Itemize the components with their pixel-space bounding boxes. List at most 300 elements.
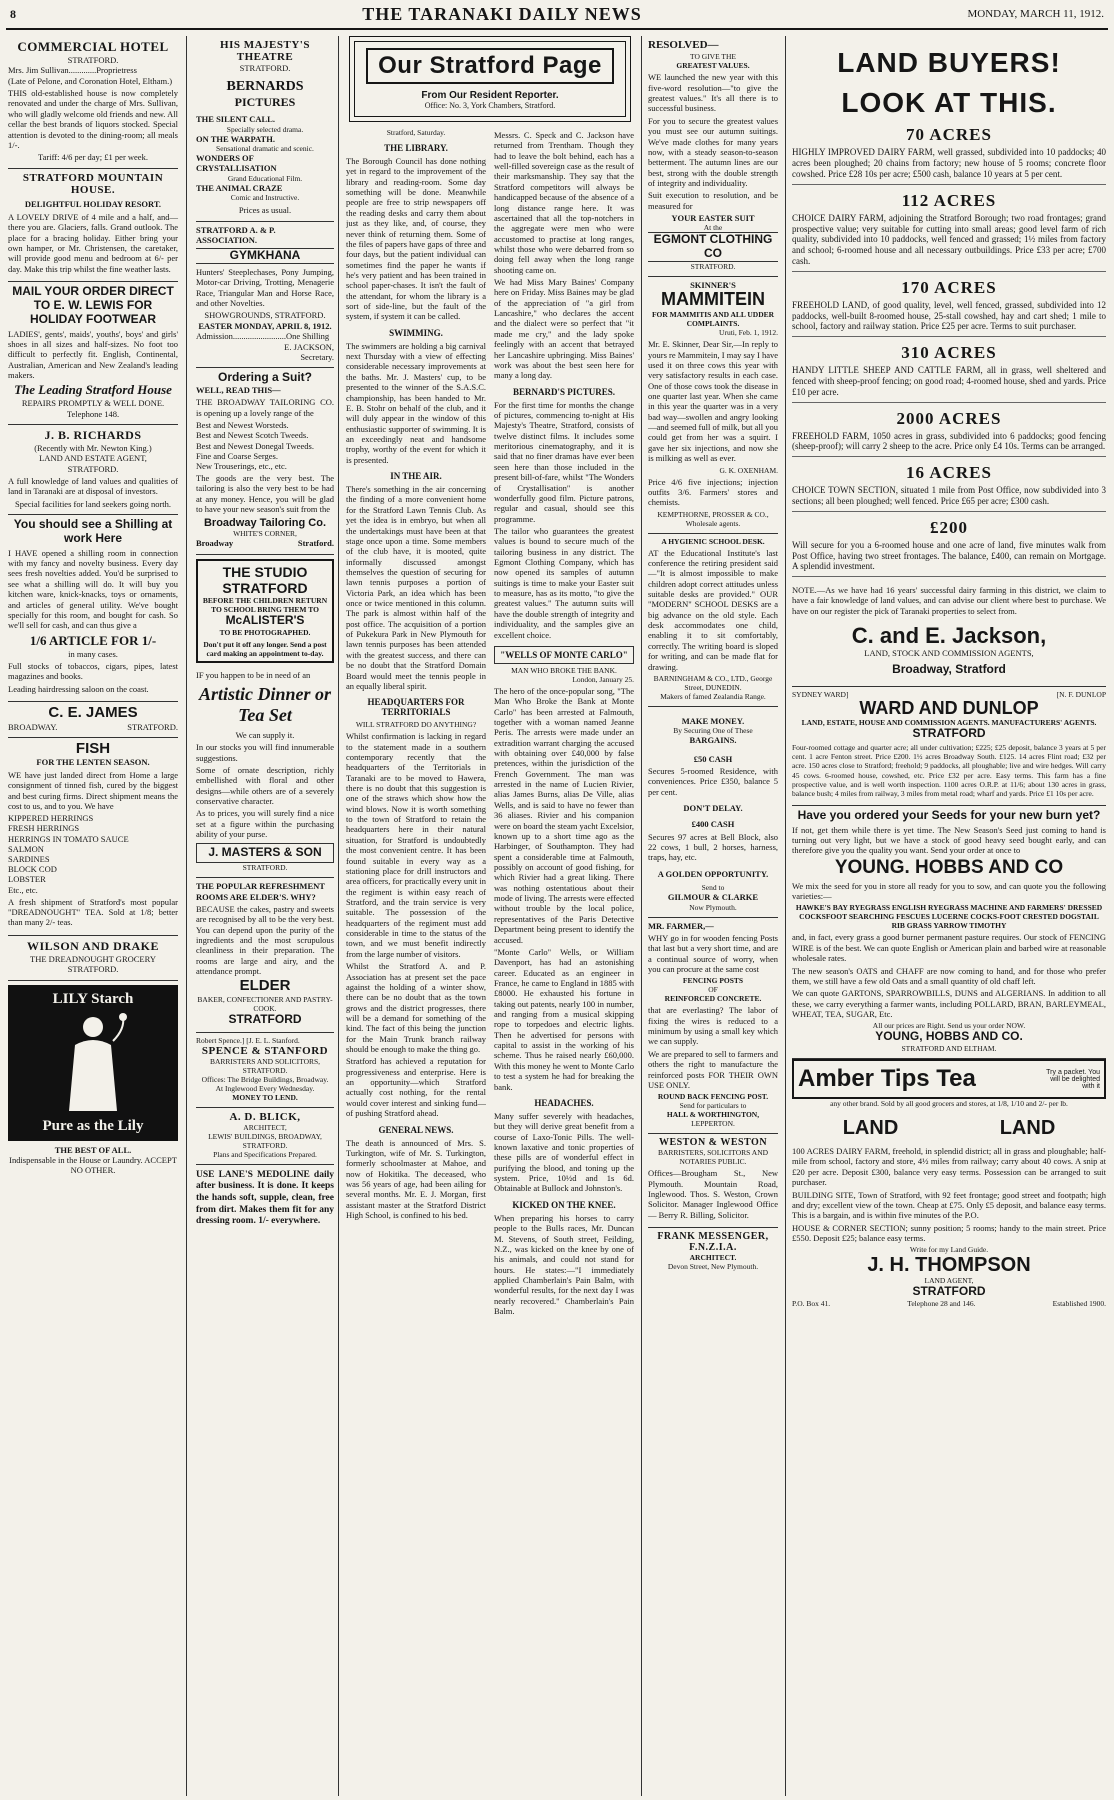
monte-title: "WELLS OF MONTE CARLO" [494, 646, 634, 664]
lily-figure-illustration [12, 1008, 174, 1118]
jackson-role: LAND, STOCK AND COMMISSION AGENTS, [864, 648, 1034, 659]
film-animal-desc: Comic and Instructive. [230, 193, 300, 203]
james-ad [8, 702, 178, 738]
desk-title: A HYGIENIC SCHOOL DESK. [661, 536, 765, 546]
territorials-text: Whilst confirmation is lacking in regard to the statement made in a southern contemporary recently that the headquarters of the Territorials in Taranaki are to be moved to Hawera, there is no doubt that this suggestion is one of the straws which show how the wind blows. Now it is worth something to the town of Stratford to retain the headquarters here in their natural situation, for Stratford is undoubtedly the most convenient centre. It has been found suitable in every way as a stationing place for drill instructors and area officers, for practically every unit in the regiment is within easy reach of Stratford, and the train service is very suitable. The possession of the headquarters of the regiment must add considerable in time to the status of the town, and we must benefit indirectly from the large number of visitors. [346, 731, 486, 959]
film-warpath: ON THE WARPATH. [196, 133, 275, 144]
dinner-title: Artistic Dinner or Tea Set [198, 683, 332, 725]
acres-170: 170 ACRES [901, 277, 997, 297]
thompson-po: P.O. Box 41. [792, 1299, 831, 1309]
headaches-text: Many suffer severely with headaches, but they will derive great benefit from a course of Laxo-Tonic Pills. The well-known laxative and tonic properties of these pills are of wonderful effect in purifying the blood, and toning up the system. Price, 10½d and 1s 6d. Obtainable at Bullock and Johnston's. [494, 1110, 634, 1194]
spence-ad [196, 1033, 334, 1108]
frank-address: Devon Street, New Plymouth. [667, 1262, 759, 1272]
studio-foot: Don't put it off any longer. Send a post card making an appointment to-day. [203, 639, 327, 658]
wilson-title: WILSON AND DRAKE [26, 938, 160, 953]
suit-company: Broadway Tailoring Co. [203, 516, 327, 529]
mammitein-sign: G. K. OXENHAM. [719, 465, 778, 475]
tailor-text: The tailor who guarantees the greatest values is bound to secure much of the tailoring business in any district. The Egmont Clothing Company, which has now opened its samples of autumn suitings is time to make your Easter suit to measure, has as its motto, "to give the greatest values." The autumn suits will have the double strength of integrity and individuality, and the samples give an excellent choice. [494, 525, 634, 640]
film-crystal-desc: Grand Educational Film. [227, 173, 303, 183]
suit-list-item: Best and Newest Scotch Tweeds. [196, 430, 309, 441]
territorials-text-2: Whilst the Stratford A. and P. Association has at present set the pace against the holding of a winter show, there can be no doubt that as the town grows and the district progresses, there will be a demand for something of the kind. The fact of this being the junction for the Main Trunk branch railway should be enough to make the thing go. [346, 961, 486, 1055]
spence-offices: Offices: The Bridge Buildings, Broadway. [201, 1074, 329, 1084]
richards-ad [8, 425, 178, 515]
ward-left: SYDNEY WARD] [792, 689, 849, 699]
cash-1: £50 CASH [693, 753, 733, 764]
ward-role: LAND, ESTATE, HOUSE AND COMMISSION AGENTS. MANUFACTURERS' AGENTS. [801, 718, 1097, 728]
wilson-place: STRATFORD. [67, 964, 119, 975]
cash-2: £400 CASH [691, 819, 735, 830]
money-sub: By Securing One of These [673, 726, 753, 736]
fish-list-item: BLOCK COD [8, 864, 57, 875]
land-body: 100 ACRES DAIRY FARM, freehold, in splendid district; all in grass and ploughable; half-mile from school, factory and store, 4½ miles from railway; carry about 40 cows. A snip at £20 per acre. Deposit £300, balance very easy terms. Possession can be arranged to suit purchaser. [792, 1146, 1106, 1188]
seeds-question: Have you ordered your Seeds for your new burn yet? [797, 807, 1101, 822]
dateline: Stratford, Saturday. [386, 128, 446, 137]
acres-310-body: HANDY LITTLE SHEEP AND CATTLE FARM, all in grass, well sheltered and fenced with sheep-proof fencing; on good road; 4-roomed house, shed and yards. Price £10 per acre. [792, 365, 1106, 402]
banner-title: Our Stratford Page [366, 48, 614, 84]
thompson-role: LAND AGENT, [924, 1276, 974, 1286]
sec-territorials: HEADQUARTERS FOR TERRITORIALS [367, 697, 465, 718]
column-rule [186, 36, 187, 1796]
ward-place: STRATFORD [912, 726, 986, 741]
price-200: £200 [930, 517, 968, 537]
richards-special: Special facilities for land seekers going north. [14, 498, 172, 509]
swimming-text: The swimmers are holding a big carnival next Thursday with a view of effecting considerable necessary improvements at the baths. Mr. J. Masters' cup, to be presented to the winner of the S.A.S.C. championship, has been handed to Mr. E. B. Stohr on behalf of the club, and it will duly appear in the window of this enthusiastic supporter of swimming. It is an exceedingly neat and handsome trophy, worthy of the event for which it is presented. [346, 340, 486, 465]
lewis-title: MAIL YOUR ORDER DIRECT TO E. W. LEWIS FOR HOLIDAY FOOTWEAR [12, 284, 174, 326]
sec-headaches: HEADACHES. [534, 1097, 594, 1108]
mammitein-title: MAMMITEIN [661, 289, 765, 310]
blick-address: LEWIS' BUILDINGS, BROADWAY, STRATFORD. [208, 1131, 322, 1150]
lewis-footwear-ad [8, 282, 178, 425]
fish-list-item: LOBSTER [8, 874, 46, 885]
egmont-place: STRATFORD. [690, 262, 736, 272]
fish-list-item: FRESH HERRINGS [8, 823, 80, 834]
film-silent-call: THE SILENT CALL. [196, 114, 275, 125]
look-at-this: LOOK AT THIS. [841, 87, 1057, 119]
film-crystal: WONDERS OF CRYSTALLISATION [196, 153, 277, 174]
young-place: STRATFORD AND ELTHAM. [901, 1044, 997, 1054]
lewis-house: The Leading Stratford House [14, 382, 172, 398]
skinner: SKINNER'S [690, 280, 736, 291]
kicked-text: When preparing his horses to carry people to the Bulls races, Mr. Duncan M. Stevens, of South street, Feilding, N.Z., was kicked on the knee by one of his animals, and could not stand for hours. He states:—"I immediately applied Chamberlain's Pain Balm, with wonderful results, for the next day I was nearly recovered." Chamberlain's Pain Balm. [494, 1212, 634, 1317]
monte-sub: MAN WHO BROKE THE BANK. [511, 665, 617, 675]
lewis-body: LADIES', gents', maids', youths', boys' and girls' shoes in all sizes and half-sizes. No foot too difficult to perfectly fit. English, Continental, Australian, American and New Zealand's leading makers. [8, 328, 178, 380]
amber-note: Try a packet. You will be delighted with it [1046, 1068, 1100, 1090]
fencing-posts: FENCING POSTS [682, 976, 744, 986]
lily-foot-2: Indispensable in the House or Laundry. ACCEPT NO OTHER. [9, 1154, 177, 1176]
ward-body: Four-roomed cottage and quarter acre; all under cultivation; £225; £25 deposit, balance 3 years at 5 per cent. 1 acre Fenton street. Price £200. 1½ acres Broadway South. £125. 14 acres Flint road; £32 per acre. 150 acres close to Stratford; freehold; 9 paddocks, all ploughable; live and wire hedges. Will carry 45 cows. 6-roomed house, cowshed, etc. Price £32 per acre. Easy terms. This farm has a fine prospective value, and is well worth inspection. 1100 acres O.R.P. at 11/6; about 130 acres in grass, balance bush; 4 miles from railway, 3 miles from metal road; wharf and yards. Price £1 10s per acre. [792, 743, 1106, 798]
secretary-role: Secretary. [300, 351, 334, 362]
mammitein-body: Mr. E. Skinner, Dear Sir,—In reply to yours re Mammitein, I may say I have used it on three cows this year with very satisfactory results in each case. One of those cows took the disease in one quarter last year. When she came in this year the quarter was in a very bad way—swollen and angry looking—and seemed full of milk, but all you could get from her was a squirt. I gave her six injections, and now she is milking as well as ever. [648, 339, 778, 464]
jackson-title: C. and E. Jackson, [851, 623, 1047, 649]
seeds-body: If not, get them while there is yet time. The New Season's Seed just coming to hand is turning out very light, but we have a stock of good heavy seed bought early, and can therefore give you the quality you want. Send your order at once to [792, 824, 1106, 856]
fish-body: WE have just landed direct from Home a large consignment of tinned fish, cured by the biggest and best curing firms. Direct shipment means the cost to us, and to you. We have [8, 769, 178, 811]
article-column-left [346, 128, 486, 1318]
film-warpath-desc: Sensational dramatic and scenic. [216, 144, 314, 154]
studio-photo: TO BE PHOTOGRAPHED. [219, 627, 311, 637]
richards-place: STRATFORD. [67, 463, 119, 474]
lily-foot-1: THE BEST OF ALL. [54, 1144, 132, 1155]
suit-address [196, 538, 334, 548]
wilson-ad [8, 936, 178, 981]
cash-1-body: Secures 5-roomed Residence, with conveniences. Price £350, balance 5 per cent. [648, 765, 778, 797]
fencing-body-2: We are prepared to sell to farmers and others the right to manufacture the reinforced posts FOR THEIR OWN USE ONLY. [648, 1048, 778, 1090]
film-animal: THE ANIMAL CRAZE [196, 182, 283, 193]
golden: A GOLDEN OPPORTUNITY. [657, 868, 769, 879]
bernards-text: For the first time for months the change of pictures, commencing to-night at His Majesty's Theatre, Stratford, consists of twelve distinct films. It includes some meritorious cinematography, and it is said that no finer dramas have ever been seen here than those included in the present bill-of-fare, whilst "The Wonders of Crystallisation" is another wonderfully good film. Picture patrons, regular and casual, should see this programme. [494, 399, 634, 524]
amber-sub: any other brand. Sold by all good grocers and stores, at 1/8, 1/10 and 2/- per lb. [830, 1099, 1068, 1109]
weston-role: BARRISTERS, SOLICITORS AND NOTARIES PUBLIC. [657, 1148, 769, 1167]
messenger-ad [648, 1228, 778, 1276]
egmont-name: EGMONT CLOTHING CO [648, 232, 778, 262]
acres-70-body: HIGHLY IMPROVED DAIRY FARM, well grassed, subdivided into 10 paddocks; 40 acres been ploughed; 20 chains from factory; new house of 5 rooms; concrete floor cowshed. Price £28 10s per acre; £500 cash, balance 10 years at 5 per cent. [792, 147, 1106, 184]
fish-title: FISH [75, 739, 111, 757]
suit-list [196, 420, 334, 471]
lewis-repairs: REPAIRS PROMPTLY & WELL DONE. [21, 398, 165, 409]
frank-title: FRANK MESSENGER, F.N.Z.I.A. [657, 1231, 769, 1254]
sec-kicked: KICKED ON THE KNEE. [512, 1199, 616, 1210]
resolved-body-2: For you to secure the greatest values you must see our autumn suitings. We've made clothes for many years now, with a steady season-to-season betterment. The autumn lines are our best, strong with the double strength of integrity and individuality. [648, 115, 778, 188]
dinner-supply: We can supply it. [235, 729, 295, 740]
dinner-body-3: As to prices, you will surely find a nice set at a figure within the purchasing ability of your purse. [196, 808, 334, 840]
acres-16: 16 ACRES [906, 463, 992, 483]
lily-top: LILY Starch [52, 990, 134, 1007]
bargains-ad [648, 707, 778, 918]
desk-makers: Makers of famed Zealandia Range. [660, 691, 766, 701]
fish-list-item: HERRINGS IN TOMATO SAUCE [8, 833, 129, 844]
admission: Admission.........................One Shilling [196, 331, 330, 342]
suit-question: Ordering a Suit? [217, 370, 312, 385]
column-1 [4, 36, 182, 1796]
james-right: STRATFORD. [127, 721, 178, 732]
theatre-place: STRATFORD. [239, 63, 291, 73]
speck-text: Messrs. C. Speck and C. Jackson have returned from Trentham. Though they had to leave the bolt behind, each has a well-filled sovereign case as the result of their marksmanship. They say that the Stratford competitors will always be handicapped because of the absence of a long distance range here. It was ascertained that all the top-notchers in the aggregate were men who were accustomed to practise at long ranges, whilst those who were debarred from so doing fell away when the long range shooting came on. [494, 130, 634, 275]
young-prices: All our prices are Right. Send us your order NOW. [872, 1021, 1026, 1031]
acres-112: 112 ACRES [901, 190, 997, 210]
thompson-foot [792, 1299, 1106, 1308]
acres-2000-body: FREEHOLD FARM, 1050 acres in grass, subdivided into 6 paddocks; good fencing (sheep-proof); will carry 2 sheep to the acre. Price only £4 10s. Terms can be arranged. [792, 431, 1106, 458]
land-body-2: BUILDING SITE, Town of Stratford, with 92 feet frontage; good street and footpath; high and dry; excellent view of the town. Cheap at £75. Only £5 deposit, and balance easy terms. This is a bargain, and is within five minutes of the P.O. [792, 1189, 1106, 1221]
young-title: YOUNG. HOBBS AND CO [834, 856, 1064, 878]
young-body-2: and, in fact, every grass a good burner permanent pasture requires. Our stock of FENCING WIRE is of the best. We can quote English or American plain and barbed wire at reasonable wholesale rates. [792, 932, 1106, 964]
fish-list-item: Etc., etc. [8, 884, 38, 895]
hotel-title: COMMERCIAL HOTEL [17, 39, 169, 54]
land-right: LAND [999, 1117, 1056, 1140]
suit-list-item: Best and Newest Worsteds. [196, 420, 289, 431]
richards-title: J. B. RICHARDS [44, 428, 142, 443]
mountain-title: STRATFORD MOUNTAIN HOUSE. [22, 171, 164, 196]
sec-air: IN THE AIR. [390, 471, 442, 482]
blick-title: A. D. BLICK, [229, 1110, 301, 1123]
mountain-sub: DELIGHTFUL HOLIDAY RESORT. [24, 198, 162, 209]
lepperton: LEPPERTON. [691, 1119, 735, 1129]
thompson-ad [792, 1108, 1106, 1313]
shilling-title: You should see a Shilling at work Here [13, 517, 173, 545]
resolved-easter: YOUR EASTER SUIT [671, 213, 755, 224]
column-rule [338, 36, 339, 1796]
mammitein-ad [648, 277, 778, 534]
hall: HALL & WORTHINGTON, [666, 1110, 760, 1120]
hotel-tariff: Tariff: 4/6 per day; £1 per week. [38, 152, 148, 163]
air-text: There's something in the air concerning the finding of a more convenient home for the Stratford Lawn Tennis Club. As yet the idea is in embryo, but when all the undertakings must have been at that stage once upon a time. Some members of the club have, it is mooted, quite informally discussed amongst themselves the question of securing for lawn tennis purposes a portion of Victoria Park, an idea which has been once or twice mentioned in this column. The park is almost within half of the post office. The acquisition of a portion of Pukekura Park in New Plymouth for lawn tennis purposes has been attended with the greatest success, and there can be no doubt that the Stratford Domain Board would meet the tennis people in an equally liberal spirit. [346, 484, 486, 691]
richards-sub: (Recently with Mr. Newton King.) [34, 443, 152, 454]
sec-territorials-2: WILL STRATFORD DO ANYTHING? [355, 720, 477, 730]
hotel-place: STRATFORD. [67, 55, 119, 65]
fish-list-item: SARDINES [8, 853, 50, 864]
studio-body: BEFORE THE CHILDREN RETURN TO SCHOOL BRING THEM TO [202, 595, 328, 614]
article-columns [346, 128, 634, 1318]
fish-ad [8, 738, 178, 936]
young-body-3: The new season's OATS and CHAFF are now coming to hand, and for those who prefer them, we still have a few old Oats and a small quantity of old chaff left. [792, 965, 1106, 986]
grasses: HAWKE'S BAY RYEGRASS ENGLISH RYEGRASS MACHINE AND FARMERS' DRESSED COCKSFOOT SEARCHING FESCUES LUCERNE COCKS-FOOT CRESTED DOGSTAIL RIB GRASS YARROW TIMOTHY [795, 903, 1103, 931]
suit-body: THE BROADWAY TAILORING CO. is opening up a lovely range of the [196, 397, 334, 418]
territorials-text-3: Stratford has achieved a reputation for progressiveness and enterprise. Here is an opportunity—which Stratford actually cost nothing, for the rental would cover interest and sinking fund—of pushing Stratford ahead. [346, 1056, 486, 1119]
spence-role: BARRISTERS AND SOLICITORS, STRATFORD. [209, 1056, 321, 1075]
issue-date: MONDAY, MARCH 11, 1912. [967, 8, 1104, 20]
baines-text: We had Miss Mary Baines' Company here on Friday. Miss Baines may be glad of the appreciation of "a girl from Lancashire," who declares the accent and the dialect were so perfect that "it made me cry," and the lady spoke feelingly with an accent that betrayed her Lancashire upbringing. Miss Baines' work was about the best seen here for many a long day. [494, 277, 634, 381]
land-body-3: HOUSE & CORNER SECTION; sunny position; 5 rooms; handy to the main street. Price £550. Deposit £25; balance easy terms. [792, 1222, 1106, 1243]
suit-right: Stratford. [297, 538, 334, 549]
gymkhana-title: GYMKHANA [196, 248, 334, 264]
farmer-body: WHY go in for wooden fencing Posts that last but a very short time, and are a continual source of worry, when you can procure at the same cost [648, 932, 778, 974]
sec-swimming: SWIMMING. [389, 327, 443, 338]
secretary: E. JACKSON, [284, 341, 334, 352]
spence-inglewood: At Inglewood Every Wednesday. [215, 1083, 315, 1093]
suit-list-item: Fine and Coarse Serges. [196, 450, 278, 461]
ward-right: [N. F. DUNLOP [1056, 689, 1106, 699]
land-buyers: LAND BUYERS! [837, 47, 1061, 78]
masters-place: STRATFORD. [242, 863, 288, 873]
mountain-body: A LOVELY DRIVE of 4 mile and a half, and—there you are. Glaciers, falls. Grand outlook. The place for a bracing holiday. Either bring your own hamper, or Mr. Christensen, the caretaker, will provide good menu and bedroom at 6/- per day. Make this trip whilst the fine weather lasts. [8, 211, 178, 274]
prices-note: Prices as usual. [238, 205, 292, 216]
theatre-title: HIS MAJESTY'S THEATRE [220, 39, 310, 63]
column-rule [785, 36, 786, 1796]
resolved-at: At the [703, 223, 723, 233]
suit-list-item: Best and Newest Donegal Tweeds. [196, 440, 314, 451]
fencing-ad [648, 918, 778, 1135]
acres-310: 310 ACRES [901, 343, 997, 363]
masters-title: J. MASTERS & SON [196, 843, 334, 863]
fish-sub: FOR THE LENTEN SEASON. [36, 757, 150, 768]
dont-delay: DON'T DELAY. [683, 803, 743, 814]
dinner-set-ad [196, 667, 334, 879]
stratford-page-banner [349, 36, 631, 122]
elder-title: ELDER [239, 977, 291, 995]
amber-tips-ad [792, 1059, 1106, 1099]
land-heading [792, 1117, 1106, 1140]
fish-tea: A fresh shipment of Stratford's most popular "DREADNOUGHT" TEA. Sold at 1/8; better than many 2/- teas. [8, 896, 178, 928]
page-number: 8 [10, 6, 16, 21]
hotel-body: THIS old-established house is now completely renovated and under the charge of Mrs. Sullivan, who will gladly welcome old friends and new. All cellar the best brands of liquors stocked. Special attention is devoted to the dining-room; all meals 1/-. [8, 88, 178, 150]
mammitein-price: Price 4/6 five injections; injection outfits 3/6. Farmers' stores and chemists. [648, 476, 778, 508]
dinner-body: In our stocks you will find innumerable suggestions. [196, 742, 334, 763]
film-silent-desc: Specially selected drama. [226, 124, 304, 134]
suit-read: WELL, READ THIS— [196, 385, 281, 396]
column-rule [641, 36, 642, 1796]
young-title-2: YOUNG, HOBBS AND CO. [875, 1029, 1023, 1044]
banner-from: From Our Resident Reporter. [421, 90, 559, 101]
jackson-note: NOTE.—As we have had 16 years' successful dairy farming in this district, we claim to have a fair knowledge of land values, and can advise our client where best to purchase. We have on our register the pick of Taranaki properties to select from. [792, 585, 1106, 616]
fencing-of: OF [708, 985, 718, 995]
price-200-body: Will secure for you a 6-roomed house and one acre of land, five minutes walk from Post Office, having two street frontages. The balance, £400, can remain on Mortgage. A splendid investment. [792, 540, 1106, 577]
fish-list [8, 813, 178, 895]
column-4 [644, 36, 782, 1796]
article-column-right [494, 128, 634, 1318]
particulars: Send for particulars to [679, 1101, 747, 1111]
bernards-name: BERNARDS [226, 79, 304, 95]
shilling-body: I HAVE opened a shilling room in connection with my fancy and novelty business. Every day sees fresh novelties added. You'd be surprised to see what a shilling will do. It will buy you kitchen ware, knick-knacks, toys or ornaments, and articles of general utility. We've bought specially for this room, and bought for cash. So we'll sell for cash, and can thus give a [8, 547, 178, 631]
mammitein-agents: KEMPTHORNE, PROSSER & CO., Wholesale agents. [657, 509, 769, 528]
weston-ad [648, 1134, 778, 1228]
plymouth: Now Plymouth. [689, 902, 737, 912]
frank-role: ARCHITECT. [689, 1253, 737, 1263]
banner-office: Office: No. 3, York Chambers, Stratford. [424, 101, 556, 110]
gilmour: GILMOUR & CLARKE [667, 892, 759, 903]
mammitein-sub: FOR MAMMITIS AND ALL UDDER COMPLAINTS. [651, 310, 775, 329]
resolved-body-3: Suit execution to resolution, and be measured for [648, 190, 778, 211]
monte-text-2: "Monte Carlo" Wells, or William Davenport, has had an astonishing career. Educated as an engineer in France, he came to England in 1885 with £8000. He exhausted his fortune in taking out patents, nearly 100 in number, and ranging from a musical skipping rope to torpedoes and electric lights. Then he advertised for persons with capital to assist in the working of his scheme. Thus he raised nearly £60,000. With this money he went to Monte Carlo to test a system he had for breaking the bank. [494, 946, 634, 1092]
monte-text: The hero of the once-popular song, "The Man Who Broke the Bank at Monte Carlo" has been arrested at Falmouth, together with a woman named Jeanne Peris. The arrests were made under an extradition warrant charging the accused with obtaining over £40,000 by false pretences, within the jurisdiction of the French Government. The man was arrested in the name of Lucien Rivier, alias James Burns, alias De Ville, alias Wells, and is said to have no fewer than 36 aliases. Rivier and his companion were on board the steam yacht Excelsior, known up to a short time ago as the Harbinger, of Southampton. They had spent a considerable time at Falmouth, possibly on account of good fishing, for which Rivier had a great liking. There was nothing ostentatious about their mode of living. The arrests were effected without trouble by the local police, representatives of the Paris Detective Department being present to identify the accused. [494, 685, 634, 945]
acres-16-body: CHOICE TOWN SECTION, situated 1 mile from Post Office, now subdivided into 3 sections; all been ploughed; well fenced. Price £65 per acre; £300 cash. [792, 485, 1106, 512]
blick-plans: Plans and Specifications Prepared. [213, 1149, 317, 1159]
column-3 [342, 36, 638, 1796]
masthead [6, 0, 1108, 30]
acres-2000: 2000 ACRES [896, 408, 1002, 428]
medoline-body: USE LANE'S MEDOLINE daily after business. It is done. It keeps the hands soft, supple, clean, free from dirt. Makes them fit for any dressing room. 1/- everywhere. [196, 1169, 334, 1227]
elder-ad [196, 878, 334, 1033]
land-write: Write for my Land Guide. [909, 1245, 989, 1255]
mountain-house-ad [8, 169, 178, 283]
resolved-body: WE launched the new year with this five-word resolution—"to give the greatest values." It's all there is to successful business. [648, 72, 778, 114]
thompson-title: J. H. THOMPSON [867, 1254, 1031, 1277]
lily-figure-icon [53, 1011, 133, 1115]
elder-sub: BAKER, CONFECTIONER AND PASTRY-COOK. [197, 994, 333, 1013]
tailoring-ad [196, 368, 334, 554]
shilling-room-ad [8, 515, 178, 702]
blick-ad [196, 1108, 334, 1165]
sec-library: THE LIBRARY. [384, 143, 448, 153]
concrete: REINFORCED CONCRETE. [664, 994, 762, 1004]
theatre-ad [196, 36, 334, 222]
shilling-offer: 1/6 ARTICLE FOR 1/- [29, 632, 157, 648]
thompson-place: STRATFORD [912, 1284, 986, 1299]
james-title: C. E. JAMES [48, 704, 138, 722]
weston-title: WESTON & WESTON [658, 1137, 768, 1149]
gymkhana-ad [196, 222, 334, 369]
roundback: ROUND BACK FENCING POST. [657, 1092, 769, 1102]
jackson-address: Broadway, Stratford [892, 661, 1006, 676]
amber-title: Amber Tips Tea [798, 1065, 976, 1093]
young-body-4: We can quote GARTONS, SPARROWBILLS, DUNS and ALGERIANS. In addition to all these, we carry everything a farmer wants, including POLLARD, BRAN, BARLEYMEAL, WHEAT, TEA, SUGAR, Etc. [792, 988, 1106, 1019]
wilson-sub: THE DREADNOUGHT GROCERY [30, 953, 156, 964]
medoline-ad [196, 1165, 334, 1235]
james-address [8, 722, 178, 732]
ap-title: STRATFORD A. & P. ASSOCIATION. [196, 224, 276, 245]
spence-money: MONEY TO LEND. [232, 1092, 298, 1102]
resolved-sub-2: GREATEST VALUES. [676, 61, 750, 71]
hotel-proprietress: Mrs. Jim Sullivan.............Proprietress [8, 65, 137, 76]
hotel-late: (Late of Pelone, and Coronation Hotel, Eltham.) [8, 75, 173, 86]
fencing-body: that are everlasting? The labor of fixing the wires is reduced to a minimum by using a small key which we can supply. [648, 1005, 778, 1047]
sec-general: GENERAL NEWS. [378, 1124, 454, 1135]
farmer: MR. FARMER,— [648, 920, 714, 931]
dinner-body-2: Some of ornate description, richly embellished with floral and other designs—while others are of a severely conservative character. [196, 764, 334, 807]
gymkhana-body: Hunters' Steeplechases, Pony Jumping, Motor-car Driving, Trotting, Menagerie Race, Triangular Man and Horse Race, and other Novelties. [196, 267, 334, 309]
desk-ad [648, 534, 778, 707]
elder-question: THE POPULAR REFRESHMENT ROOMS ARE ELDER'S. WHY? [196, 881, 325, 902]
hotel-ad [8, 36, 178, 169]
thompson-est: Established 1900. [1052, 1299, 1106, 1309]
library-text: The Borough Council has done nothing yet in regard to the improvement of the library and reading-room. Some day something will be done. Meanwhile people are free to strip newspapers off the reading desks and carry them about just as they like, and, of course, they never think of returning them. Some of the files of papers have gaps of three and four days, but the patient individual can sometimes find the paper he wants if he's very patient and has been trained in school paper-chases. It isn't the fault of the attendant, for whom the library is a sort of side-line, but the fault of the system, if system it can be called. [346, 156, 486, 322]
young-hobbs-ad [792, 806, 1106, 1059]
shilling-salon: Leading hairdressing saloon on the coast. [8, 683, 149, 694]
mammitein-date: Uruti, Feb. 1, 1912. [719, 328, 778, 338]
easter-date: EASTER MONDAY, APRIL 8, 1912. [198, 320, 332, 331]
desk-firm: BARNINGHAM & CO., LTD., George Street, DUNEDIN. [653, 673, 773, 692]
spence-names: Robert Spence.] [J. E. L. Stanford. [196, 1035, 300, 1045]
resolved-sub: TO GIVE THE [690, 52, 736, 62]
send-to: Send to [701, 883, 725, 893]
suit-left: Broadway [196, 538, 234, 549]
sec-bernards: BERNARD'S PICTURES. [512, 386, 616, 397]
elder-place: STRATFORD [228, 1011, 302, 1026]
fish-list-item: SALMON [8, 843, 44, 854]
spence-title: SPENCE & STANFORD [201, 1044, 329, 1057]
bernards-pictures: PICTURES [234, 95, 296, 110]
land-left: LAND [842, 1117, 899, 1140]
thompson-tel: Telephone 28 and 146. [907, 1299, 976, 1309]
column-2 [192, 36, 338, 1796]
suit-body-2: The goods are the very best. The tailoring is also the very best to be had at any money. Hence, you will be glad to have your new season's suit from the [196, 473, 334, 515]
acres-170-body: FREEHOLD LAND, of good quality, level, well fenced, grassed, subdivided into 12 paddocks, well-built 8-roomed house, 25-stall cowshed, hay and cart shed; 1 mile to school, factory and railway station. Price £25 per acre. Terms to suit purchaser. [792, 300, 1106, 337]
money-bargains: BARGAINS. [689, 735, 737, 746]
fish-list-item: KIPPERED HERRINGS [8, 813, 94, 824]
lily-bottom: Pure as the Lily [42, 1117, 144, 1134]
shilling-stock: Full stocks of tobaccos, cigars, pipes, latest magazines and books. [8, 661, 178, 682]
elder-body: BECAUSE the cakes, pastry and sweets are recognised by all to be the very best. You can depend upon the purity of the ingredients and the most scrupulous cleanliness in their preparation. The rooms are large and airy, and the attendance prompt. [196, 903, 334, 977]
studio-title: THE STUDIO STRATFORD [222, 563, 308, 596]
desk-body: AT the Educational Institute's last conference the retiring president said—"It is almost impossible to make children adopt correct attitudes unless suitable desks are provided." OUR "MODERN" SCHOOL DESKS are a big advance on the old style. Each desk accommodates one child, enabling it to sit comfortably, correctly. The writing board is sloped for writing, and can be made flat for drawing. [648, 547, 778, 672]
suit-corner: WHITE'S CORNER, [233, 529, 297, 539]
shilling-many: in many cases. [68, 648, 118, 659]
showgrounds: SHOWGROUNDS, STRATFORD. [204, 310, 326, 321]
ward-dunlop-ad [792, 687, 1106, 806]
general-text: The death is announced of Mrs. S. Turkington, wife of Mr. S. Turkington, formerly schoolmaster at Mahoe, and now of Hokitika. The deceased, who was 56 years of age, had been ailing for several months. Mr. E. J. Morgan, first assistant master at the Stratford District High School, is confined to his bed. [346, 1137, 486, 1221]
richards-role: LAND AND ESTATE AGENT, [39, 453, 147, 464]
young-body: We mix the seed for you in store all ready for you to sow, and can quote you the following varieties:— [792, 880, 1106, 902]
studio-ad [196, 559, 334, 663]
suit-list-item: New Trouserings, etc., etc. [196, 460, 287, 471]
lewis-telephone: Telephone 148. [66, 408, 120, 419]
studio-name: McALISTER'S [225, 612, 305, 627]
dinner-intro: IF you happen to be in need of an [196, 669, 311, 680]
acres-70: 70 ACRES [906, 125, 992, 145]
column-5 [788, 36, 1110, 1796]
egmont-ad [648, 36, 778, 277]
james-left: BROADWAY. [8, 721, 58, 732]
monte-date: London, January 25. [572, 674, 634, 684]
ward-title: WARD AND DUNLOP [859, 697, 1039, 718]
acres-112-body: CHOICE DAIRY FARM, adjoining the Stratford Borough; two road frontages; grand prospective value; very suitable for cutting into small areas; good level farm of rich quality, subdivided into 10 paddocks, well fenced and grassed; 1½ miles from factory and school; 6-roomed house and all necessary outbuildings. Price £33 per acre; £700 cash. [792, 213, 1106, 272]
richards-body: A full knowledge of land values and qualities of land in Taranaki are at disposal of investors. [8, 476, 178, 497]
weston-body: Offices—Brougham St., New Plymouth. Mountain Road, Inglewood. Thos. S. Weston, Crown Solicitor. Manager Inglewood Office — Berry R. Billing, Solicitor. [648, 1168, 778, 1220]
blick-role: ARCHITECT, [243, 1122, 287, 1132]
lily-starch-ad [8, 985, 178, 1141]
money-title: MAKE MONEY. [681, 715, 745, 726]
jackson-ad [792, 36, 1106, 687]
banner-inner [354, 41, 626, 117]
cash-2-body: Secures 97 acres at Bell Block, also 22 cows, 1 bull, 2 horses, harness, traps, hay, etc. [648, 831, 778, 863]
newspaper-title: THE TARANAKI DAILY NEWS [362, 3, 642, 24]
